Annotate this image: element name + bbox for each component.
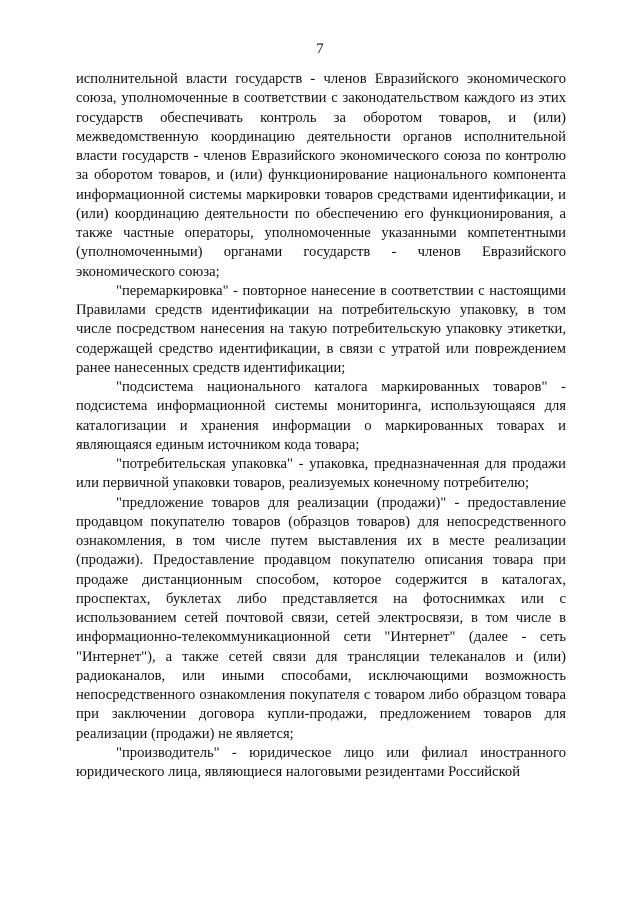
definition-paragraph-remarking: "перемаркировка" - повторное нанесение в соответствии с настоящими Правилами средств идентификации на потребительскую упаковку, в том числе посредством нанесения на такую потребительскую упаковку этикетки, содержащей средство идентификации, в связи с утратой или повреждением ранее нанесенных средств идентификации; xyxy=(76,282,566,376)
definition-paragraph-manufacturer: "производитель" - юридическое лицо или филиал иностранного юридического лица, являющиеся налоговыми резидентами Российской xyxy=(76,744,566,780)
document-body xyxy=(76,70,566,782)
page-number: 7 xyxy=(316,41,324,57)
definition-paragraph-offer-for-sale: "предложение товаров для реализации (продажи)" - предоставление продавцом покупателю товаров (образцов товаров) для непосредственного ознакомления, в том числе путем выставления их в месте реализации (продажи). Предоставление продавцом покупателю описания товара при продаже дистанционным способом, которое содержится в каталогах, проспектах, буклетах либо представляется на фотоснимках или с использованием сетей почтовой связи, сетей электросвязи, в том числе в информационно-телекоммуникационной сети "Интернет" (далее - сеть "Интернет"), а также сетей связи для трансляции телеканалов и (или) радиоканалов, или иными способами, исключающими возможность непосредственного ознакомления покупателя с товаром либо образцом товара при заключении договора купли-продажи, предложением товаров для реализации (продажи) не является; xyxy=(76,494,566,742)
paragraph-continuation: исполнительной власти государств - членов Евразийского экономического союза, уполномоченные в соответствии с законодательством каждого из этих государств обеспечивать контроль за оборотом товаров, и (или) межведомственную координацию деятельности органов исполнительной власти государств - членов Евразийского экономического союза по контролю за оборотом товаров, и (или) функционирование национального компонента информационной системы маркировки товаров средствами идентификации, и (или) координацию деятельности по обеспечению его функционирования, а также частные операторы, уполномоченные указанными компетентными (уполномоченными) органами государств - членов Евразийского экономического союза; xyxy=(76,71,566,280)
definition-paragraph-catalog-subsystem: "подсистема национального каталога маркированных товаров" - подсистема информационной системы мониторинга, использующаяся для каталогизации и хранения информации о маркированных товарах и являющаяся единым источником кода товара; xyxy=(76,379,566,453)
definition-paragraph-consumer-packaging: "потребительская упаковка" - упаковка, предназначенная для продажи или первичной упаковки товаров, реализуемых конечному потребителю; xyxy=(76,456,566,492)
